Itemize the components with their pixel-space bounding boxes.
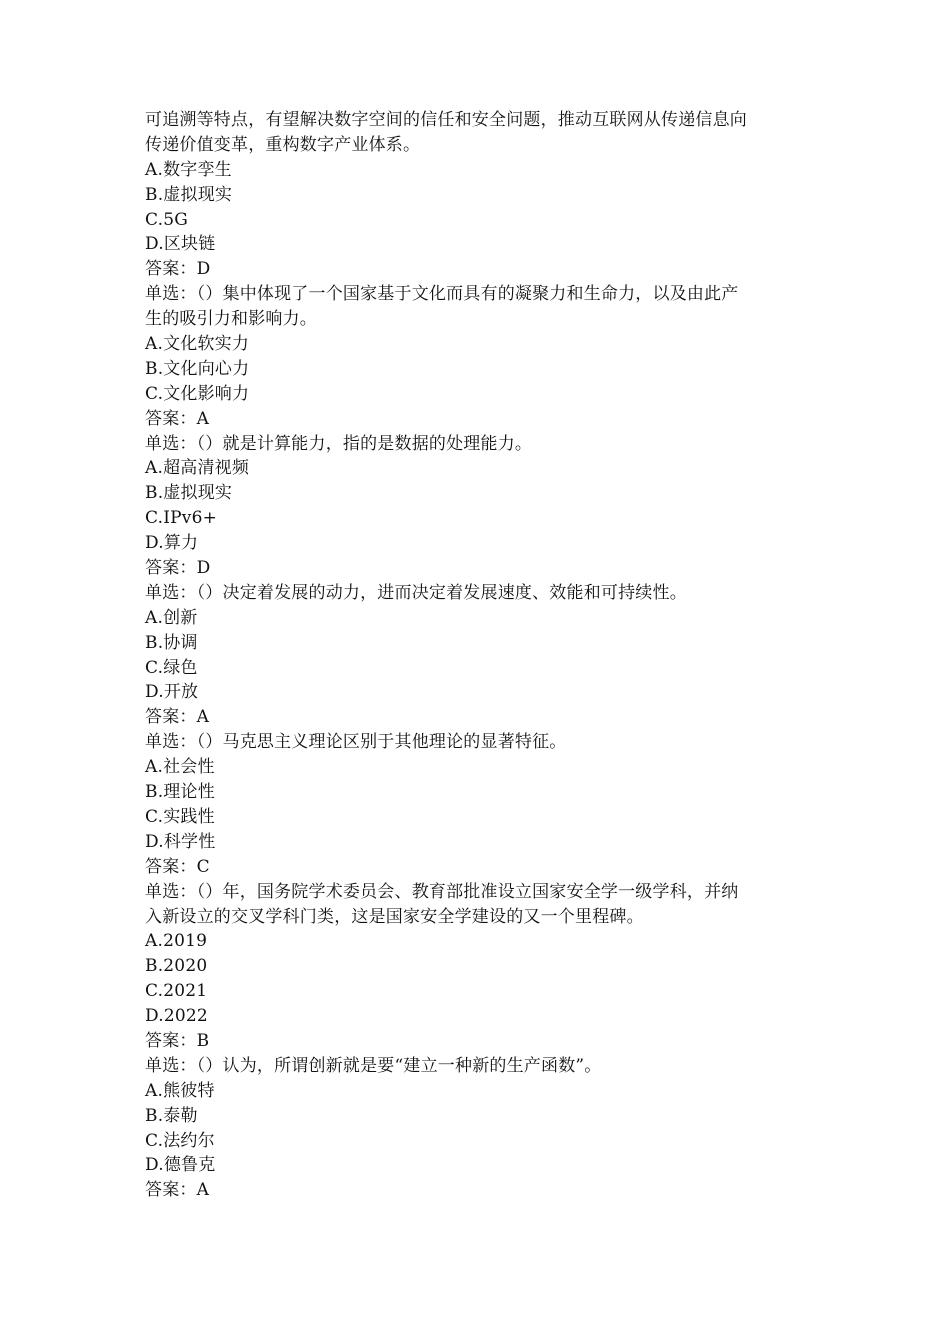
answer: 答案：D <box>145 558 211 579</box>
question-stem-line-1: 单选：（）集中体现了一个国家基于文化而具有的凝聚力和生命力，以及由此产 <box>145 284 739 305</box>
option-c: C.2021 <box>145 981 208 1002</box>
option-c: C.文化影响力 <box>145 383 250 404</box>
answer: 答案：D <box>145 259 211 280</box>
option-c: C.实践性 <box>145 806 215 827</box>
option-b: B.理论性 <box>145 782 215 803</box>
option-b: B.虚拟现实 <box>145 184 233 205</box>
option-a: A.超高清视频 <box>145 458 250 479</box>
option-a: A.2019 <box>145 931 208 952</box>
option-c: C.5G <box>145 209 189 230</box>
question-stem-line-1: 单选：（）决定着发展的动力，进而决定着发展速度、效能和可持续性。 <box>145 582 687 603</box>
option-c: C.绿色 <box>145 657 198 678</box>
question-stem-line-1: 单选：（）就是计算能力，指的是数据的处理能力。 <box>145 433 533 454</box>
option-a: A.数字孪生 <box>145 159 232 180</box>
option-a: A.创新 <box>145 607 198 628</box>
answer: 答案：A <box>145 408 210 429</box>
option-d: D.2022 <box>145 1006 208 1027</box>
option-d: D.科学性 <box>145 831 216 852</box>
option-a: A.文化软实力 <box>145 334 250 355</box>
option-d: D.开放 <box>145 682 199 703</box>
question-stem-line-2: 生的吸引力和影响力。 <box>145 309 317 330</box>
option-b: B.文化向心力 <box>145 358 250 379</box>
option-b: B.协调 <box>145 632 198 653</box>
option-a: A.熊彼特 <box>145 1080 215 1101</box>
question-stem-line-2: 入新设立的交叉学科门类，这是国家安全学建设的又一个里程碑。 <box>145 906 644 927</box>
option-b: B.泰勒 <box>145 1105 198 1126</box>
intro-text-line-2: 传递价值变革，重构数字产业体系。 <box>145 134 421 155</box>
question-stem-line-1: 单选：（）年，国务院学术委员会、教育部批准设立国家安全学一级学科，并纳 <box>145 881 739 902</box>
option-d: D.算力 <box>145 533 199 554</box>
document-page <box>145 108 817 1203</box>
answer: 答案：A <box>145 1180 210 1201</box>
answer: 答案：C <box>145 856 210 877</box>
answer: 答案：B <box>145 1030 210 1051</box>
intro-text-line-1: 可追溯等特点，有望解决数字空间的信任和安全问题，推动互联网从传递信息向 <box>145 110 747 130</box>
option-d: D.区块链 <box>145 234 216 255</box>
answer: 答案：A <box>145 707 210 728</box>
question-stem-line-1: 单选：（）马克思主义理论区别于其他理论的显著特征。 <box>145 732 567 753</box>
question-stem-line-1: 单选：（）认为，所谓创新就是要“建立一种新的生产函数”。 <box>145 1055 602 1076</box>
option-b: B.虚拟现实 <box>145 483 233 504</box>
option-b: B.2020 <box>145 956 208 977</box>
option-d: D.德鲁克 <box>145 1155 216 1176</box>
option-c: C.法约尔 <box>145 1130 215 1151</box>
option-c: C.IPv6+ <box>145 508 218 529</box>
option-a: A.社会性 <box>145 757 215 778</box>
